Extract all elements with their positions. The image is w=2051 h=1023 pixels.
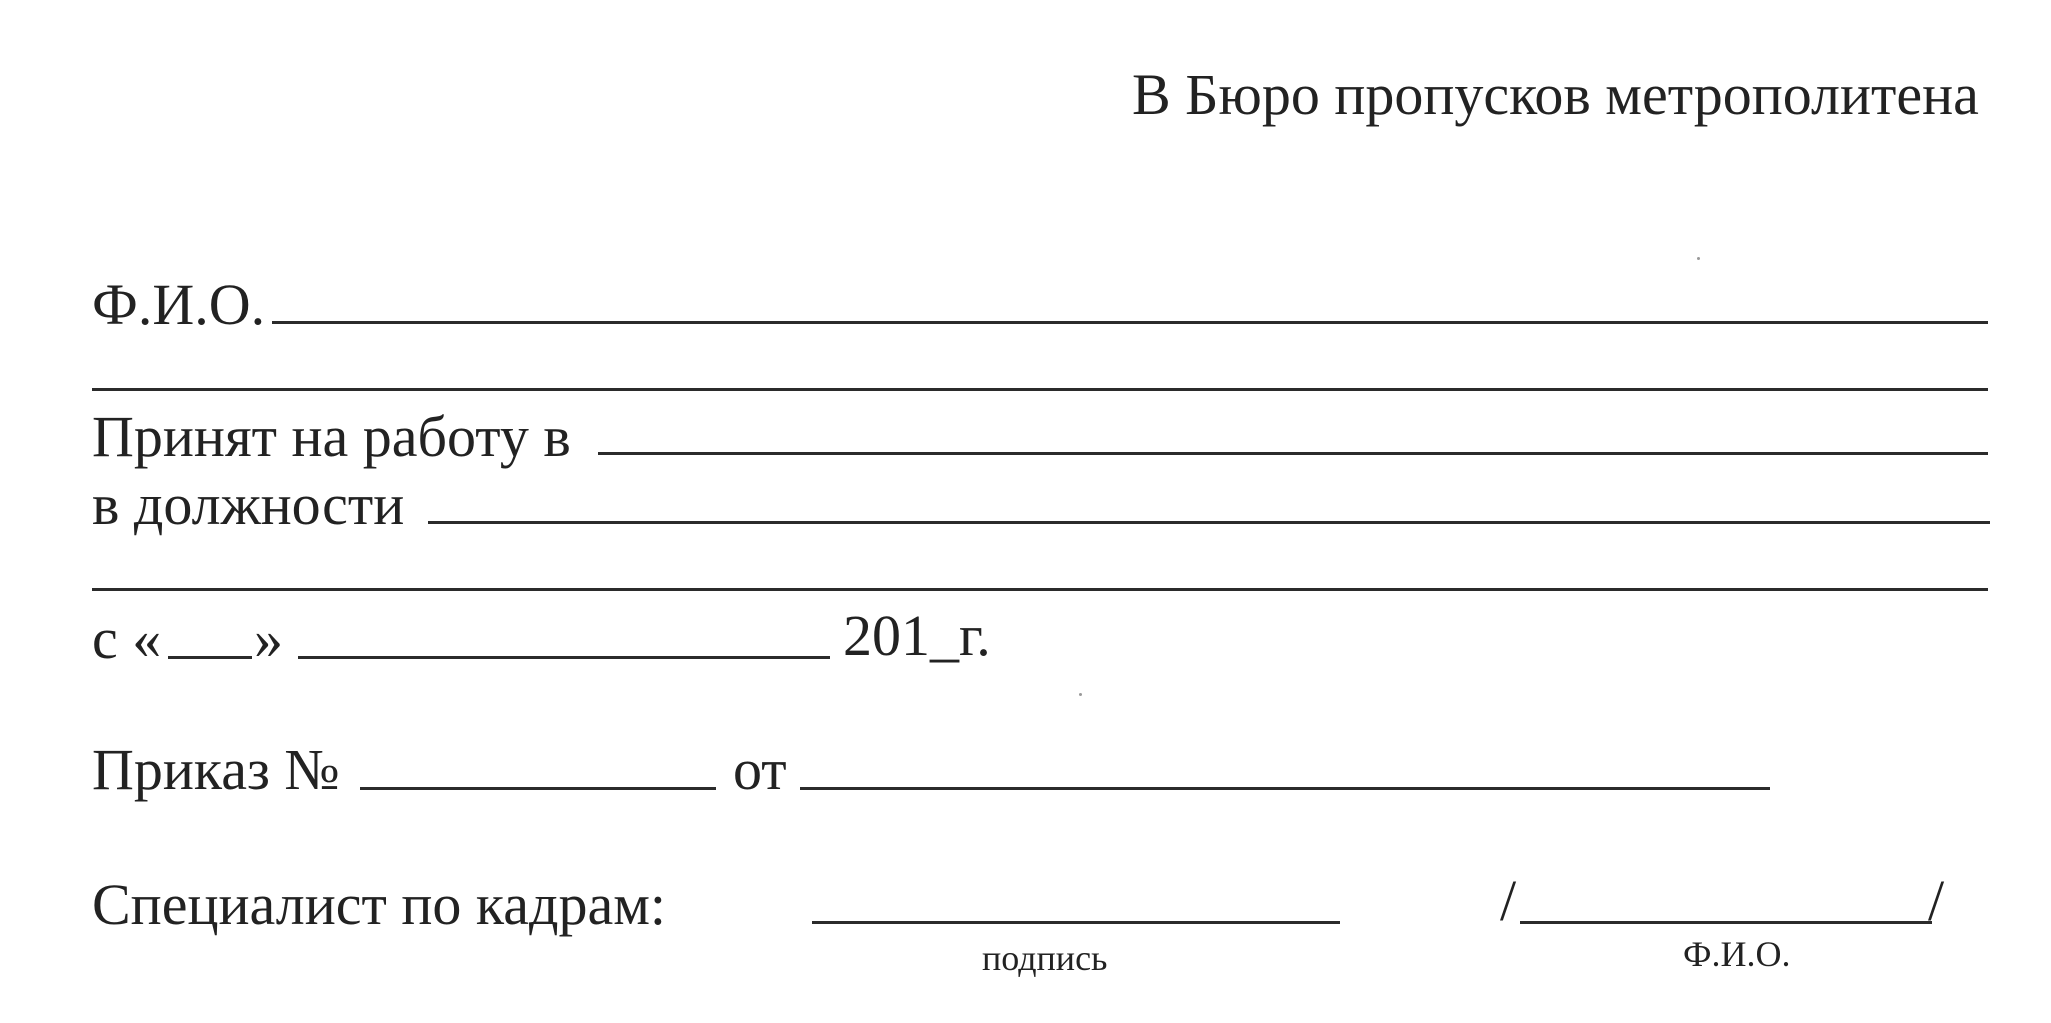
signature-caption: подпись [982,938,1108,978]
name-caption: Ф.И.О. [1683,934,1791,974]
scan-speck [1697,257,1700,260]
hired-label: Принят на работу в [92,404,571,469]
scan-speck [1079,693,1082,696]
position-line-continuation[interactable] [92,588,1988,591]
order-from-label: от [733,737,787,802]
addressee-heading: В Бюро пропусков метрополитена [1132,62,1979,127]
date-day-line[interactable] [168,656,252,659]
fio-label: Ф.И.О. [92,272,266,337]
signature-line[interactable] [812,921,1340,924]
fio-line-continuation[interactable] [92,388,1988,391]
date-month-line[interactable] [298,656,830,659]
date-prefix: с « [92,606,162,671]
hired-at-line[interactable] [598,452,1988,455]
date-year: 201_г. [843,603,991,668]
order-number-line[interactable] [360,787,716,790]
position-label: в должности [92,472,405,537]
order-label: Приказ № [92,737,340,802]
name-slash-right: / [1928,868,1945,933]
name-line[interactable] [1520,921,1932,924]
fio-line[interactable] [272,321,1988,324]
order-date-line[interactable] [800,787,1770,790]
name-slash-left: / [1500,868,1517,933]
position-line[interactable] [428,521,1990,524]
specialist-label: Специалист по кадрам: [92,872,667,937]
date-close-quote: » [254,606,283,671]
